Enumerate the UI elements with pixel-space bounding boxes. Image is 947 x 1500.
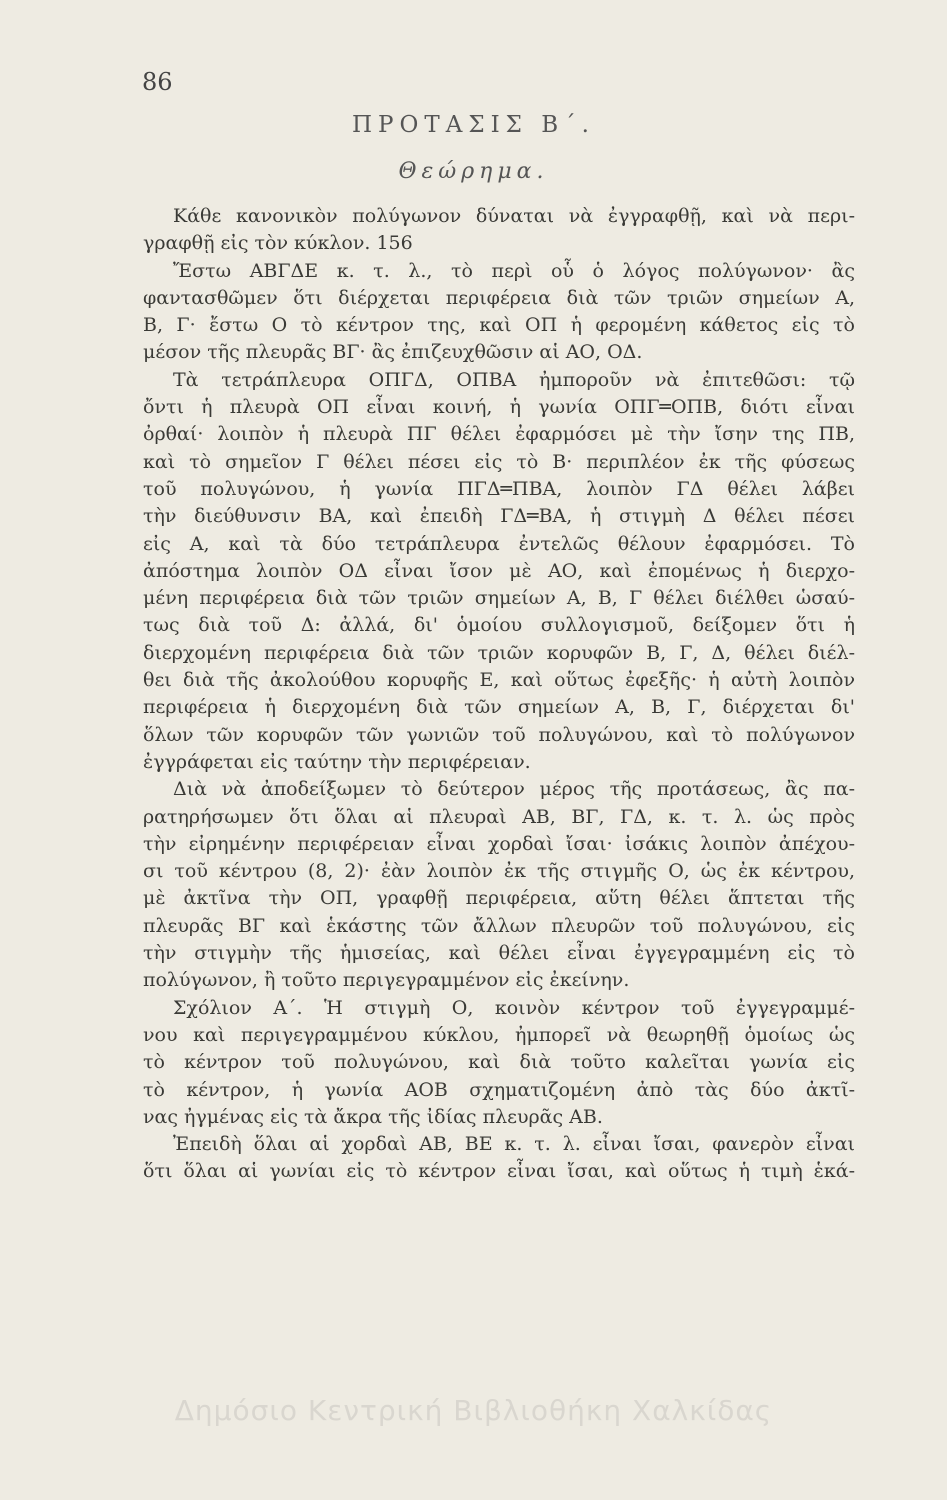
text-line: Β, Γ· ἔστω Ο τὸ κέντρον της, καὶ ΟΠ ἡ φερομένη κάθετος εἰς τὸ [143, 314, 855, 337]
text-line: μένη περιφέρεια διὰ τῶν τριῶν σημείων Α, Β, Γ θέλει διέλθει ὡσαύ- [143, 587, 855, 610]
text-line: ὀρθαί· λοιπὸν ἡ πλευρὰ ΠΓ θέλει ἐφαρμόσει μὲ τὴν ἴσην της ΠΒ, [143, 423, 855, 446]
text-line: εἰς Α, καὶ τὰ δύο τετράπλευρα ἐντελῶς θέλουν ἐφαρμόσει. Τὸ [143, 532, 855, 555]
text-line: Ἔστω ΑΒΓΔΕ κ. τ. λ., τὸ περὶ οὗ ὁ λόγος πολύγωνον· ἂς [173, 259, 855, 282]
text-line: πλευρᾶς ΒΓ καὶ ἑκάστης τῶν ἄλλων πλευρῶν τοῦ πολυγώνου, εἰς [143, 914, 855, 937]
text-line: νας ἠγμένας εἰς τὰ ἄκρα τῆς ἰδίας πλευρᾶς ΑΒ. [143, 1105, 603, 1128]
text-line: τοῦ πολυγώνου, ἡ γωνία ΠΓΔ═ΠΒΑ, λοιπὸν ΓΔ θέλει λάβει [143, 477, 855, 500]
text-line: ρατηρήσωμεν ὅτι ὅλαι αἱ πλευραὶ ΑΒ, ΒΓ, ΓΔ, κ. τ. λ. ὡς πρὸς [143, 805, 855, 828]
text-line: τὴν διεύθυνσιν ΒΑ, καὶ ἐπειδὴ ΓΔ═ΒΑ, ἡ στιγμὴ Δ θέλει πέσει [143, 505, 855, 528]
proposition-heading: ΠΡΟΤΑΣΙΣ Β΄. [352, 112, 595, 138]
library-watermark: Δημόσιο Κεντρική Βιβλιοθήκη Χαλκίδας [174, 1394, 773, 1427]
text-line: Ἐπειδὴ ὅλαι αἱ χορδαὶ ΑΒ, ΒΕ κ. τ. λ. εἶναι ἴσαι, φανερὸν εἶναι [173, 1133, 855, 1156]
text-line: σι τοῦ κέντρου (8, 2)· ἐὰν λοιπὸν ἐκ τῆς στιγμῆς Ο, ὡς ἐκ κέντρου, [143, 860, 855, 883]
text-line: τὸ κέντρον, ἡ γωνία ΑΟΒ σχηματιζομένη ἀπὸ τὰς δύο ἀκτῖ- [143, 1078, 855, 1101]
text-line: φαντασθῶμεν ὅτι διέρχεται περιφέρεια διὰ τῶν τριῶν σημείων Α, [143, 286, 855, 309]
text-line: ἐγγράφεται εἰς ταύτην τὴν περιφέρειαν. [143, 750, 531, 773]
text-line: περιφέρεια ἡ διερχομένη διὰ τῶν σημείων Α, Β, Γ, διέρχεται δι' [143, 696, 855, 719]
theorem-subheading: Θεώρημα. [398, 159, 549, 184]
text-line: πολύγωνον, ἢ τοῦτο περιγεγραμμένον εἰς ἐκείνην. [143, 969, 630, 992]
text-line: τως διὰ τοῦ Δ: ἀλλά, δι' ὁμοίου συλλογισμοῦ, δείξομεν ὅτι ἡ [143, 614, 855, 637]
text-line: Κάθε κανονικὸν πολύγωνον δύναται νὰ ἐγγραφθῇ, καὶ νὰ περι- [173, 205, 855, 227]
text-line: Σχόλιον Α΄. Ἡ στιγμὴ Ο, κοινὸν κέντρον τοῦ ἐγγεγραμμέ- [173, 996, 855, 1019]
text-line: τὸ κέντρον τοῦ πολυγώνου, καὶ διὰ τοῦτο καλεῖται γωνία εἰς [143, 1051, 855, 1074]
text-line: γραφθῇ εἰς τὸν κύκλον. 156 [143, 232, 413, 255]
text-line: νου καὶ περιγεγραμμένου κύκλου, ἠμπορεῖ νὰ θεωρηθῇ ὁμοίως ὡς [143, 1023, 855, 1046]
text-line: Διὰ νὰ ἀποδείξωμεν τὸ δεύτερον μέρος τῆς προτάσεως, ἂς πα- [173, 778, 855, 801]
body-text [143, 203, 855, 1186]
text-line: ὅλων τῶν κορυφῶν τῶν γωνιῶν τοῦ πολυγώνου, καὶ τὸ πολύγωνον [143, 723, 855, 746]
text-line: ὅτι ὅλαι αἱ γωνίαι εἰς τὸ κέντρον εἶναι ἴσαι, καὶ οὕτως ἡ τιμὴ ἑκά- [143, 1160, 855, 1183]
text-line: τὴν στιγμὴν τῆς ἡμισείας, καὶ θέλει εἶναι ἐγγεγραμμένη εἰς τὸ [143, 942, 855, 965]
text-line: καὶ τὸ σημεῖον Γ θέλει πέσει εἰς τὸ Β· περιπλέον ἐκ τῆς φύσεως [143, 450, 855, 473]
text-line: τὴν εἰρημένην περιφέρειαν εἶναι χορδαὶ ἴσαι· ἰσάκις λοιπὸν ἀπέχου- [143, 832, 855, 855]
text-line: θει διὰ τῆς ἀκολούθου κορυφῆς Ε, καὶ οὕτως ἐφεξῆς· ἡ αὐτὴ λοιπὸν [143, 669, 855, 692]
text-line: διερχομένη περιφέρεια διὰ τῶν τριῶν κορυφῶν Β, Γ, Δ, θέλει διέλ- [143, 641, 855, 664]
text-line: μέσον τῆς πλευρᾶς ΒΓ· ἂς ἐπιζευχθῶσιν αἱ ΑΟ, ΟΔ. [143, 341, 643, 364]
text-line: ὄντι ἡ πλευρὰ ΟΠ εἶναι κοινή, ἡ γωνία ΟΠΓ═ΟΠΒ, διότι εἶναι [143, 396, 855, 419]
text-line: μὲ ἀκτῖνα τὴν ΟΠ, γραφθῇ περιφέρεια, αὕτη θέλει ἅπτεται τῆς [143, 887, 855, 910]
text-line: ἀπόστημα λοιπὸν ΟΔ εἶναι ἴσον μὲ ΑΟ, καὶ ἐπομένως ἡ διερχο- [143, 559, 855, 582]
text-line: Τὰ τετράπλευρα ΟΠΓΔ, ΟΠΒΑ ἠμποροῦν νὰ ἐπιτεθῶσι: τῷ [173, 368, 855, 391]
page-number: 86 [142, 68, 173, 96]
